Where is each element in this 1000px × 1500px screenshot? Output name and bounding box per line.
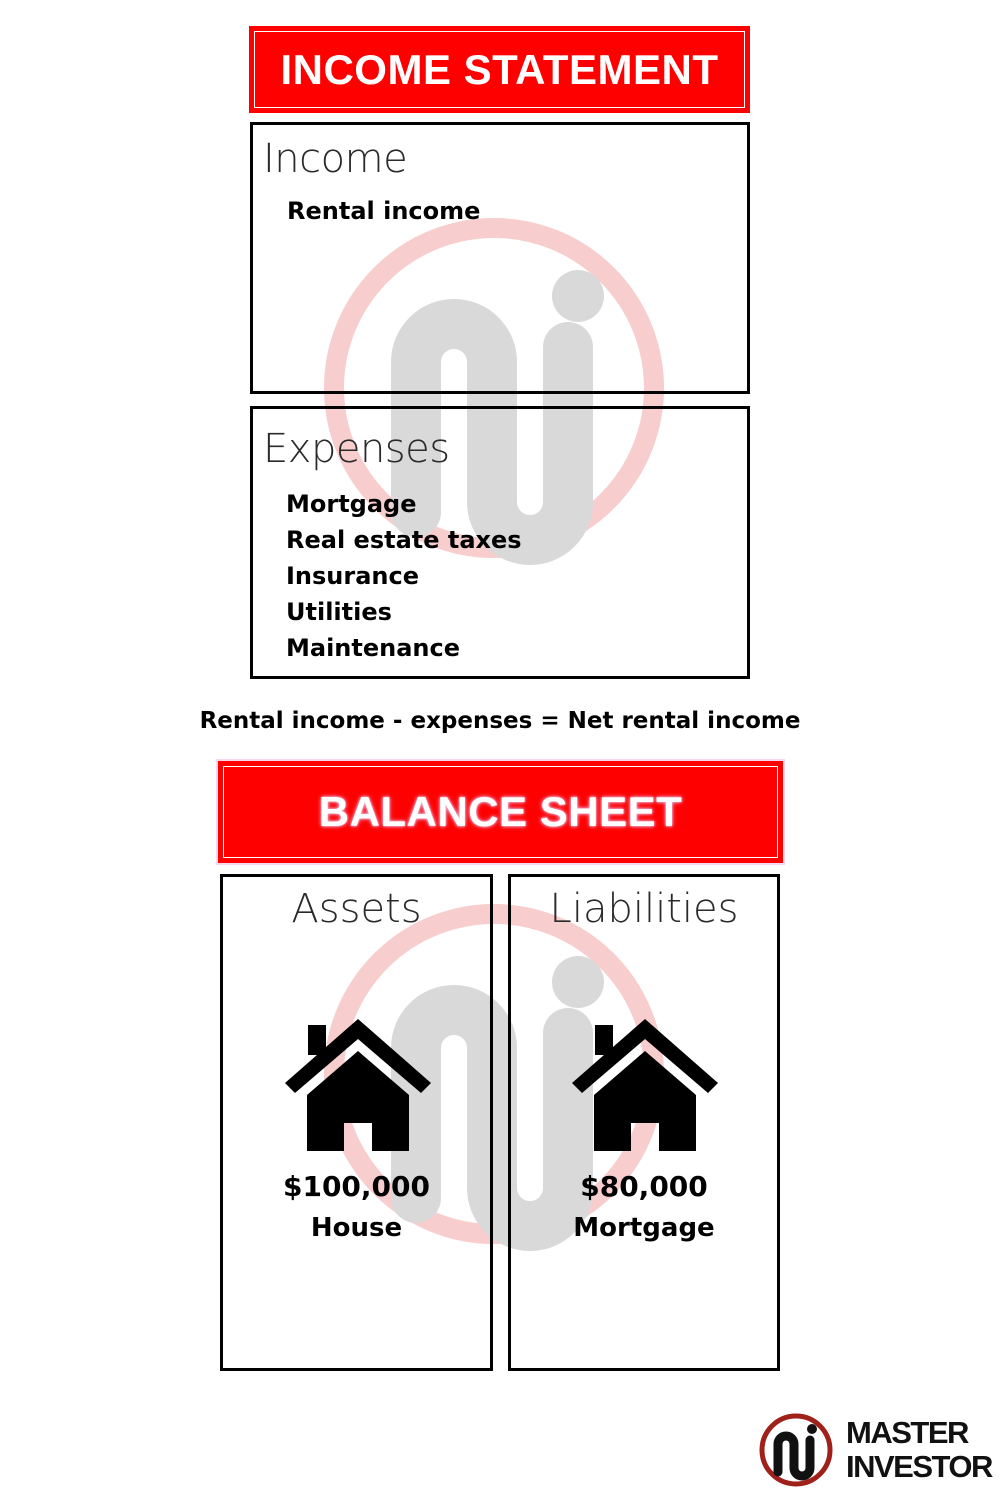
income-heading: Income bbox=[263, 136, 408, 182]
liabilities-label: Mortgage bbox=[573, 1213, 715, 1243]
income-statement-title: INCOME STATEMENT bbox=[280, 45, 719, 93]
assets-amount: $100,000 bbox=[282, 1170, 430, 1203]
balance-sheet-title: BALANCE SHEET bbox=[318, 788, 683, 835]
house-icon bbox=[285, 1017, 431, 1153]
income-item: Rental income bbox=[287, 197, 481, 225]
house-icon bbox=[572, 1017, 718, 1153]
brand-line-2: INVESTOR bbox=[846, 1449, 992, 1484]
liabilities-box bbox=[508, 874, 780, 1371]
net-income-equation: Rental income - expenses = Net rental income bbox=[199, 708, 801, 734]
expense-item: Maintenance bbox=[286, 634, 461, 662]
balance-sheet-banner bbox=[218, 761, 783, 863]
expenses-box bbox=[250, 406, 750, 679]
income-box bbox=[250, 122, 750, 394]
assets-heading: Assets bbox=[291, 886, 422, 932]
assets-box bbox=[220, 874, 493, 1371]
expense-item: Mortgage bbox=[286, 490, 417, 518]
expense-item: Real estate taxes bbox=[286, 526, 522, 554]
brand-line-1: MASTER bbox=[846, 1415, 968, 1450]
expense-item: Insurance bbox=[286, 562, 420, 590]
liabilities-amount: $80,000 bbox=[580, 1170, 708, 1203]
mi-logo-icon bbox=[756, 1410, 836, 1490]
liabilities-heading: Liabilities bbox=[549, 886, 739, 932]
expenses-heading: Expenses bbox=[263, 426, 450, 472]
expense-item: Utilities bbox=[286, 598, 392, 626]
income-statement-banner bbox=[249, 26, 750, 113]
assets-label: House bbox=[310, 1213, 403, 1243]
master-investor-logo bbox=[756, 1410, 996, 1490]
